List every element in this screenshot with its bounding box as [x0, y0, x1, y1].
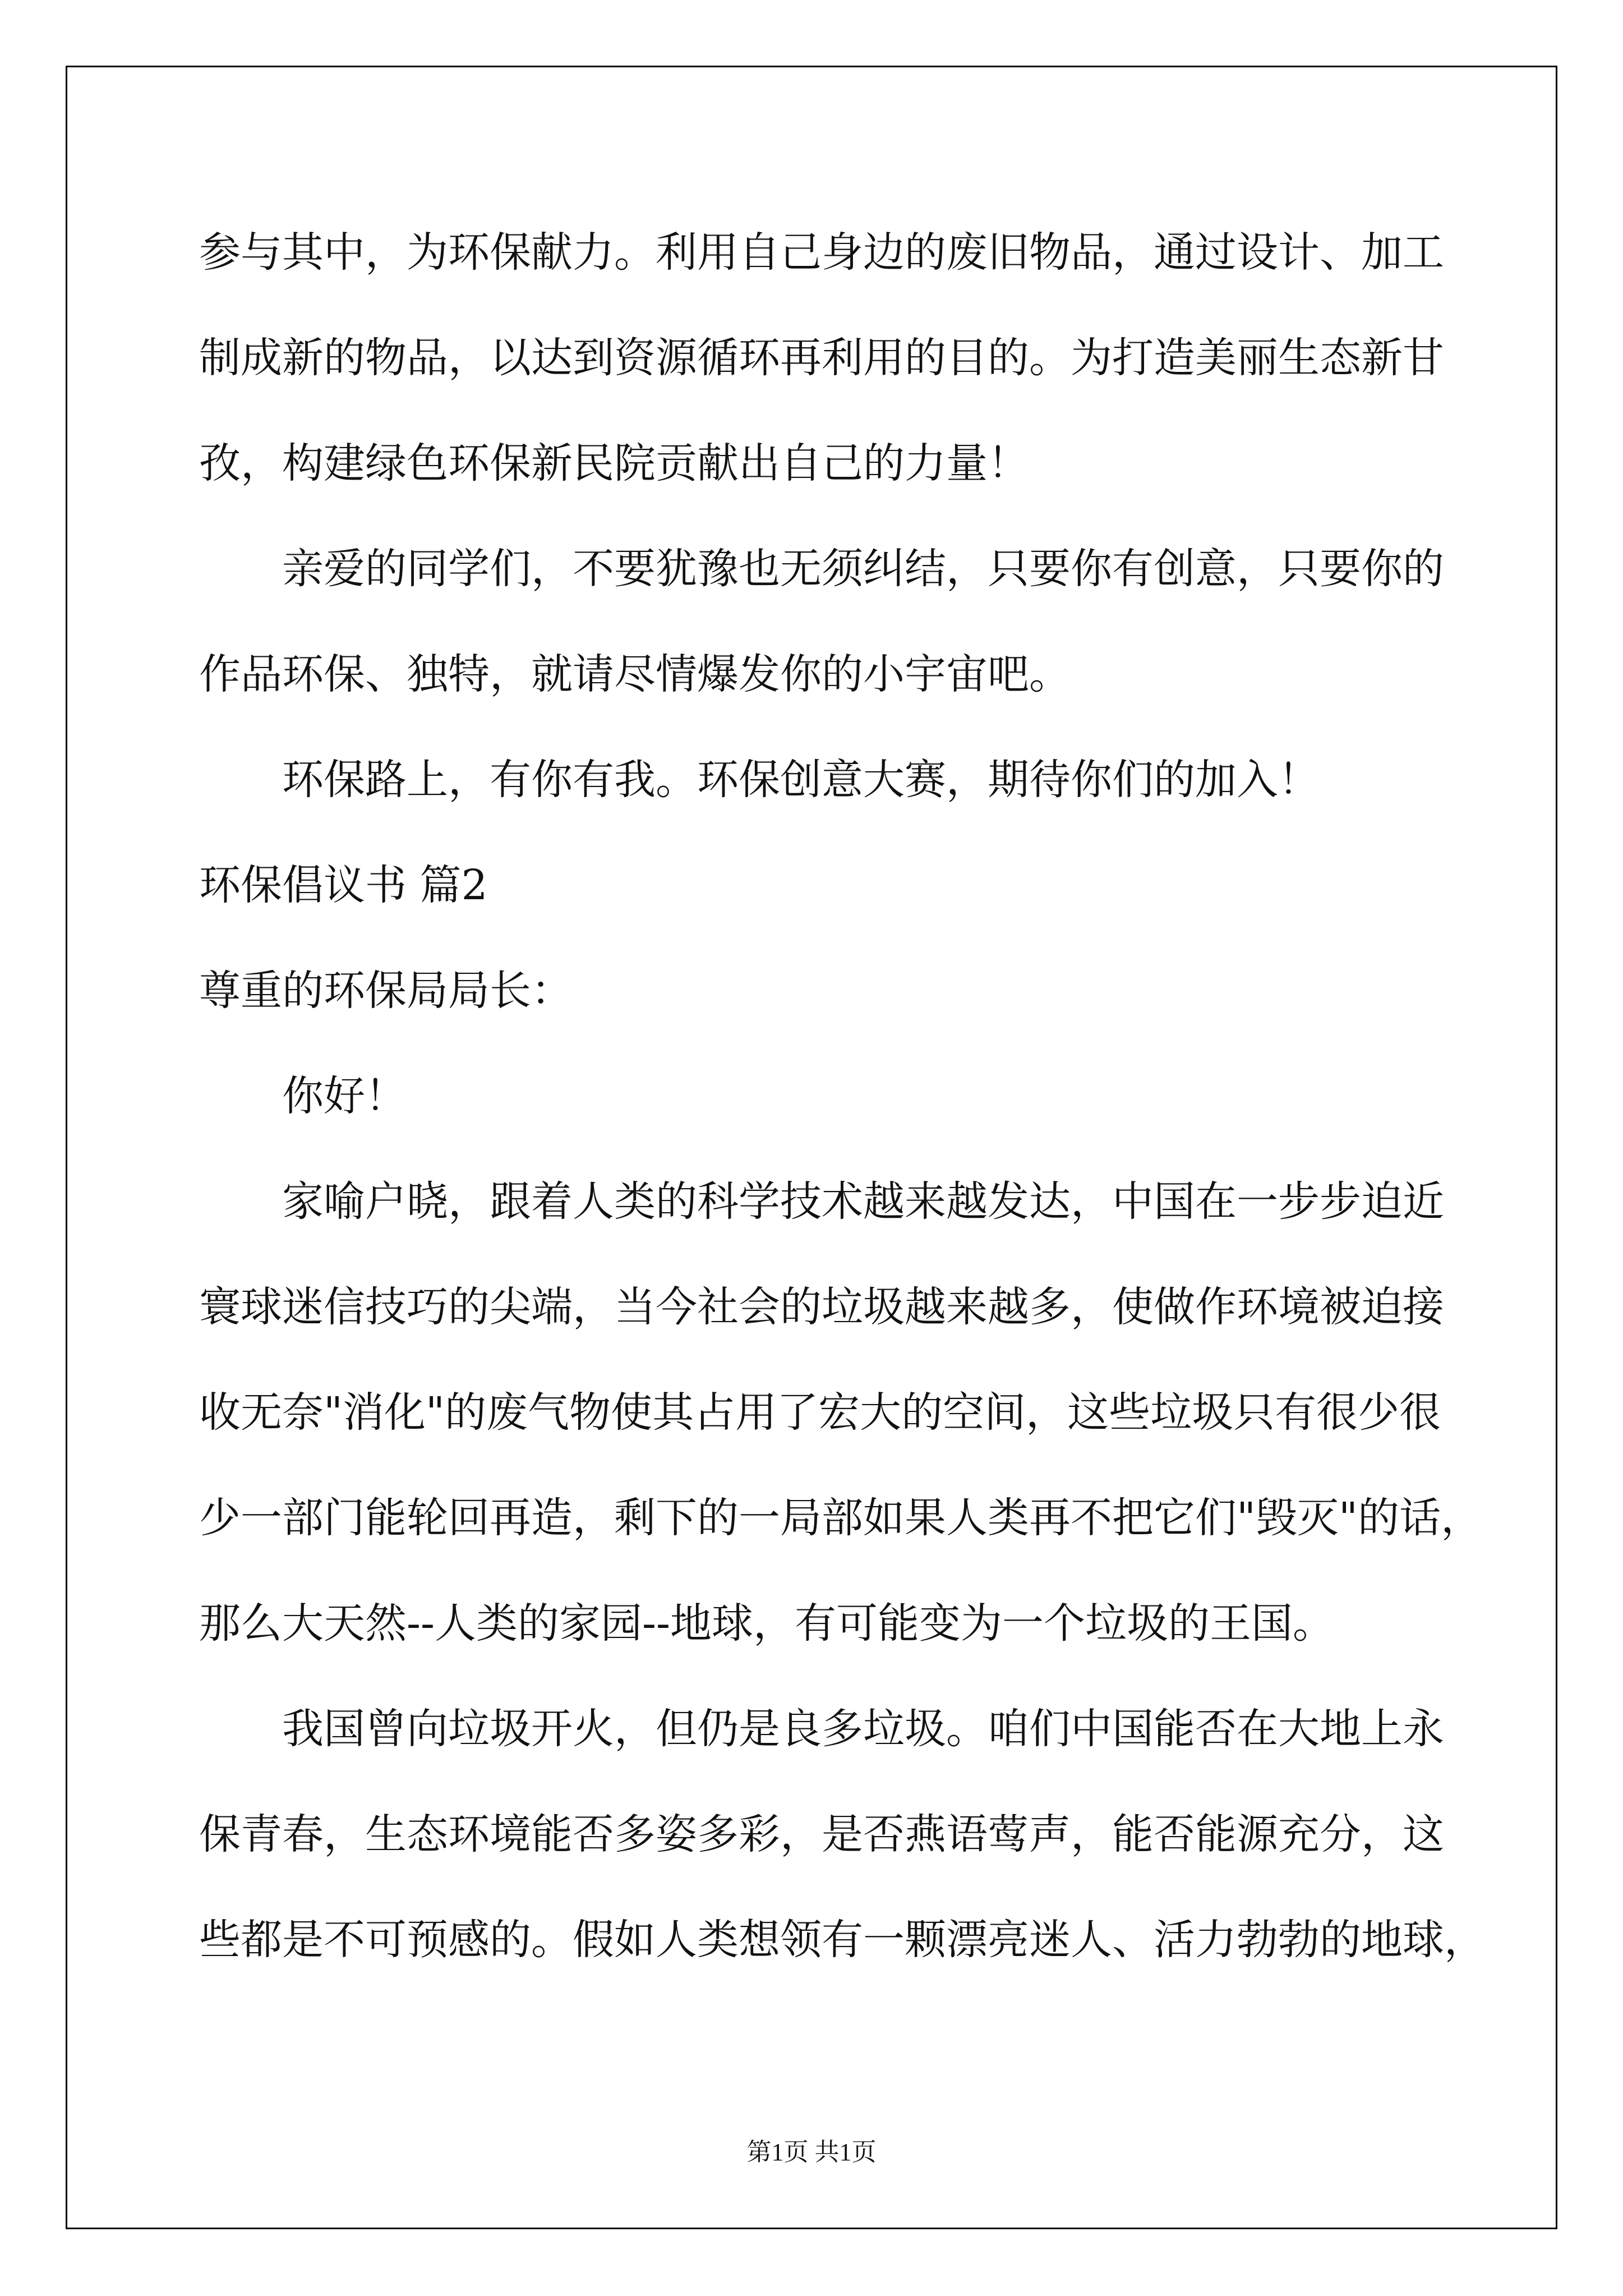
section-heading: 环保倡议书 篇2 — [199, 861, 488, 909]
text-line-14: 那么大天然--人类的家园--地球，有可能变为一个垃圾的王国。 — [199, 1599, 1335, 1648]
text-line-10: 家喻户晓，跟着人类的科学技术越来越发达，中国在一步步迫近 — [282, 1177, 1444, 1226]
text-line-1: 参与其中，为环保献力。利用自己身边的废旧物品，通过设计、加工 — [199, 228, 1444, 277]
text-line-12: 收无奈"消化"的废气物使其占用了宏大的空间，这些垃圾只有很少很 — [199, 1388, 1441, 1437]
text-line-6: 环保路上，有你有我。环保创意大赛，期待你们的加入！ — [282, 756, 1320, 804]
text-line-2: 制成新的物品，以达到资源循环再利用的目的。为打造美丽生态新甘 — [199, 334, 1444, 382]
text-line-4: 亲爱的同学们，不要犹豫也无须纠结，只要你有创意，只要你的 — [282, 545, 1444, 593]
document-body — [199, 219, 1489, 2012]
page-footer: 第1页 共1页 — [746, 2138, 877, 2166]
text-line-11: 寰球迷信技巧的尖端，当今社会的垃圾越来越多，使做作环境被迫接 — [199, 1283, 1444, 1331]
salutation: 尊重的环保局局长： — [199, 967, 573, 1015]
text-line-17: 些都是不可预感的。假如人类想领有一颗漂亮迷人、活力勃勃的地球， — [199, 1916, 1486, 1964]
text-line-5: 作品环保、独特，就请尽情爆发你的小宇宙吧。 — [199, 650, 1071, 698]
text-line-15: 我国曾向垃圾开火，但仍是良多垃圾。咱们中国能否在大地上永 — [282, 1705, 1444, 1753]
text-line-13: 少一部门能轮回再造，剩下的一局部如果人类再不把它们"毁灭"的话， — [199, 1494, 1483, 1542]
greeting: 你好！ — [282, 1072, 407, 1120]
text-line-3: 孜，构建绿色环保新民院贡献出自己的力量！ — [199, 439, 1029, 487]
text-line-16: 保青春，生态环境能否多姿多彩，是否燕语莺声，能否能源充分，这 — [199, 1810, 1444, 1858]
